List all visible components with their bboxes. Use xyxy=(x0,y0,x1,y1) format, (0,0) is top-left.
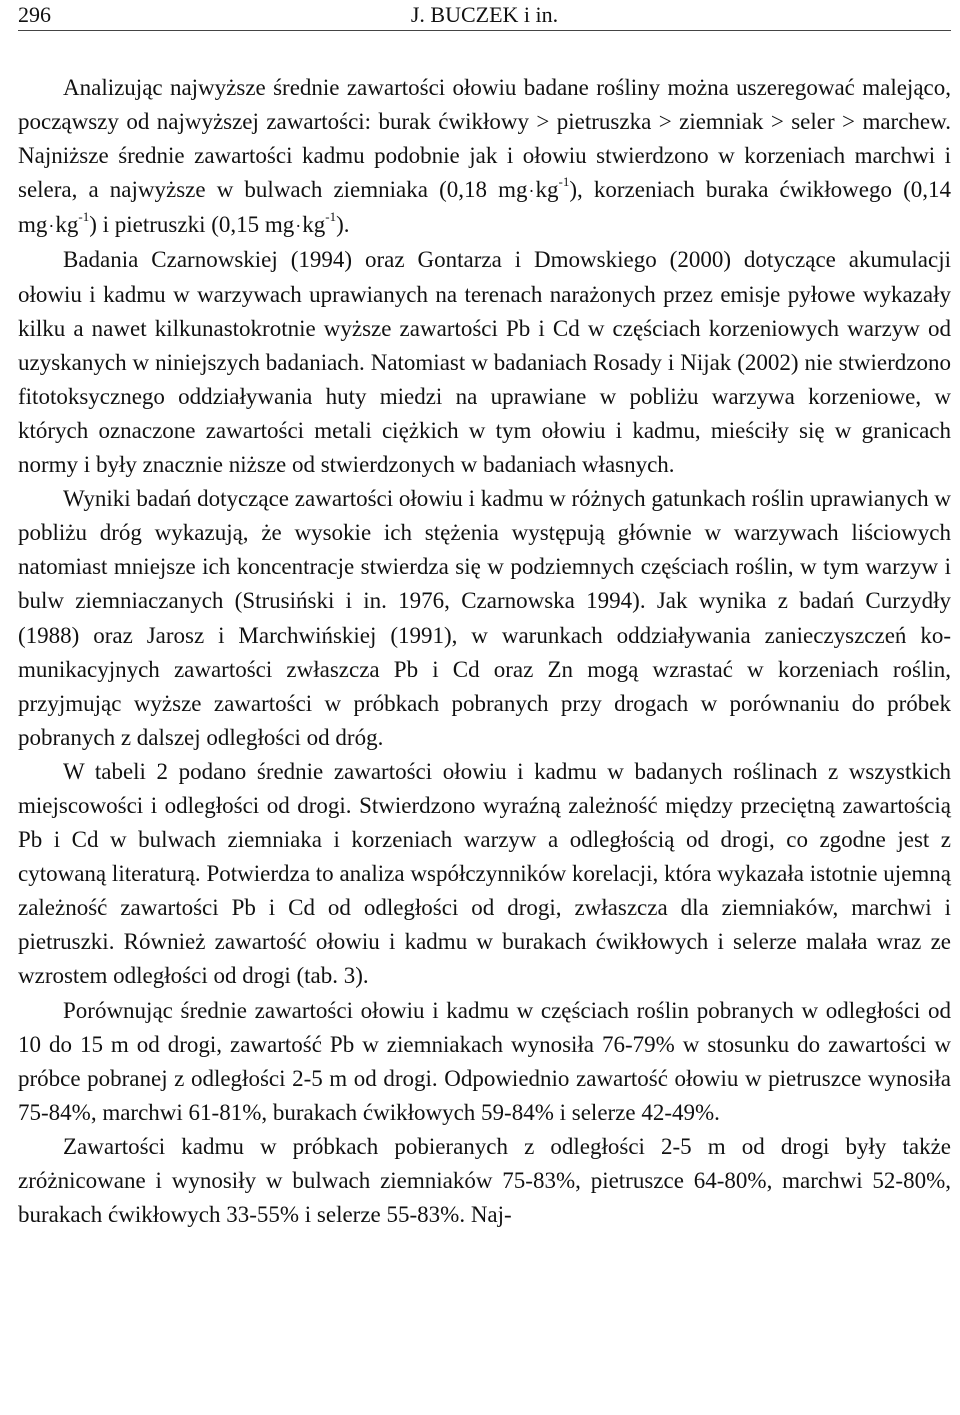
page-number: 296 xyxy=(18,2,51,27)
unit-dot: · xyxy=(528,181,535,202)
paragraph-1 xyxy=(18,71,951,243)
body-text xyxy=(18,71,951,1232)
paragraph-4: W tabeli 2 podano średnie zawartości ołowiu i kadmu w badanych roślinach z wszystkich miejscowości i odległości od drogi. Stwierdzono wyraźną zależność między przeciętną zawartością Pb i Cd w bulwach ziemniaka i korzeniach warzyw a odległością od drogi, co zgodne jest z cytowaną literaturą. Potwierdza to analiza współczynników korelacji, która wykazała istotnie ujemną zależność zawartości Pb i Cd od odległości od drogi, zwłaszcza dla ziemniaków, marchwi i pietruszki. Również zawartość ołowiu i kadmu w burakach ćwikłowych i selerze malała wraz ze wzrostem odległości od drogi (tab. 3). xyxy=(18,758,951,989)
paragraph-1-text-3: ) i pietruszki (0,15 mg xyxy=(89,212,295,238)
unit-dot: · xyxy=(295,216,302,237)
unit-exponent: -1 xyxy=(325,208,337,224)
running-header xyxy=(18,0,951,31)
paragraph-1-text-1: Analizując najwyższe średnie zawartości ołowiu badane rośliny można uszeregować malejąco, począwszy od najwyższej zawartości: burak ćwikłowy > pietruszka > ziemniak > seler > marchew. Najniższe średnie zawartości kadmu podobnie jak i ołowiu stwierdzono w korzeniach marchwi i selera, a najwyższe w bulwach ziemniaka (0,18 mg xyxy=(18,75,951,203)
unit-kg: kg xyxy=(55,212,79,238)
paragraph-1-text-4: ). xyxy=(336,212,350,238)
unit-dot: · xyxy=(48,216,55,237)
paragraph-3: Wyniki badań dotyczące zawartości ołowiu i kadmu w różnych gatunkach roślin uprawianych w pobliżu dróg wykazują, że wysokie ich stężenia występują głównie w warzywach liściowych natomiast mniejsze ich koncentracje stwierdza się w podziemnych częściach roślin, w tym warzyw i bulw ziemniaczanych (Strusiński i in. 1976, Czarnowska 1994). Jak wynika z badań Curzydły (1988) oraz Jarosz i Marchwińskiej (1991), w warunkach oddziaływania zanieczyszczeń komunikacyjnych zawartości zwłaszcza Pb i Cd oraz Zn mogą wzrastać w korzeniach roślin, przyjmując wyższe zawartości w próbkach pobranych przy drogach w porównaniu do próbek pobranych z dalszej odległości od dróg. xyxy=(18,486,951,750)
paragraph-2: Badania Czarnowskiej (1994) oraz Gontarza i Dmowskiego (2000) dotyczące akumulacji ołowiu i kadmu w warzywach uprawianych na terenach narażonych przez emisje pyłowe wykazały kilku a nawet kilkunastokrotnie wyższe zawartości Pb i Cd w częściach korzeniowych warzyw od uzyskanych w niniejszych badaniach. Natomiast w badaniach Rosady i Nijak (2002) nie stwierdzono fitotoksycznego oddziaływania huty miedzi na uprawiane w pobliżu warzywa korzeniowe, w których oznaczone zawartości metali ciężkich w tym ołowiu i kadmu, mieściły się w granicach normy i były znacznie niższe od stwierdzonych w badaniach własnych. xyxy=(18,247,951,478)
unit-kg: kg xyxy=(302,212,326,238)
paragraph-6: Zawartości kadmu w próbkach pobieranych z odległości 2-5 m od drogi były także zróżnicowane i wynosiły w bulwach ziemniaków 75-83%, pietruszce 64-80%, marchwi 52-80%, burakach ćwikłowych 33-55% i selerze 55-83%. Naj- xyxy=(18,1133,951,1228)
header-author: J. BUCZEK i in. xyxy=(410,2,559,27)
paragraph-1-text-2: ), korzeniach buraka ćwikłowego (0,14 mg xyxy=(18,177,951,238)
unit-exponent: -1 xyxy=(78,208,90,224)
paragraph-5: Porównując średnie zawartości ołowiu i kadmu w częściach roślin pobranych w odległości od 10 do 15 m od drogi, zawartość Pb w ziemniakach wynosiła 76-79% w stosunku do zawartości w próbce pobranej z odległości 2-5 m od drogi. Odpowiednio zawartość ołowiu w pietruszce wynosiła 75-84%, marchwi 61-81%, burakach ćwikłowych 59-84% i selerze 42-49%. xyxy=(18,997,951,1125)
unit-kg: kg xyxy=(535,177,559,203)
unit-exponent: -1 xyxy=(558,173,570,189)
